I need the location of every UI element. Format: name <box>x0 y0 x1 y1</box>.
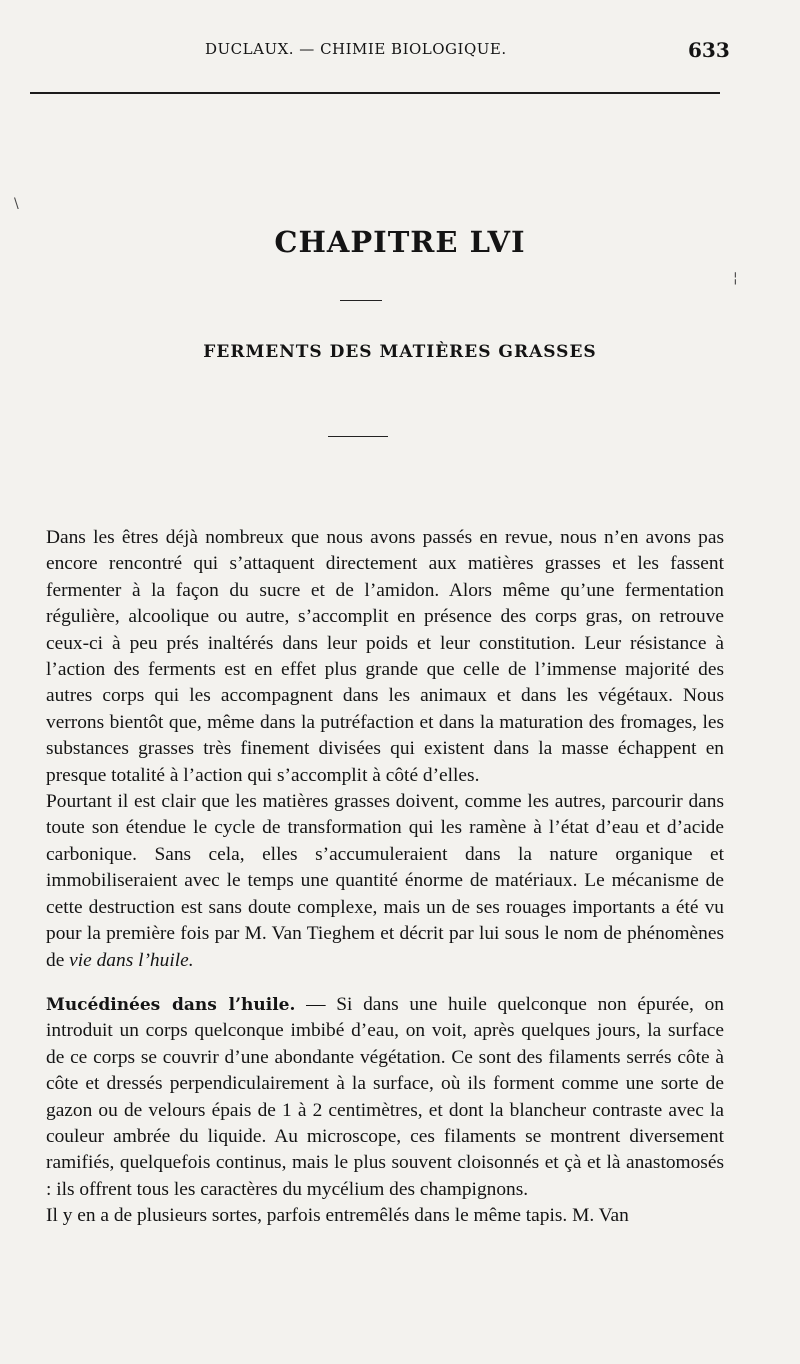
paragraph-3 <box>46 992 724 1203</box>
page-number: 633 <box>688 38 730 62</box>
chapter-divider <box>340 300 382 301</box>
paragraph-3-run-in-heading: Mucédinées dans l’huile. <box>46 994 296 1015</box>
paragraph-3-text: — Si dans une huile quelconque non épurée, on introduit un corps quelconque imbibé d’eau, on voit, après quelques jours, la surface de ce corps se couvrir d’une abondante végétation. Ce sont des filaments serrés côte à côte et dressés perpendiculairement à la surface, où ils forment comme une sorte de gazon ou de velours épais de 1 à 2 centimètres, et dont la blancheur contraste avec la couleur ambrée du liquide. Au microscope, ces filaments se montrent diversement ramifiés, quelquefois continus, mais le plus souvent cloisonnés et çà et là anastomosés : ils offrent tous les caractères du mycélium des champignons. <box>46 993 724 1200</box>
paragraph-2-italic-term: vie dans l’huile. <box>69 949 194 971</box>
paragraph-4: Il y en a de plusieurs sortes, parfois entremêlés dans le même tapis. M. Van <box>46 1205 629 1227</box>
body-text <box>46 525 724 1230</box>
paragraph-2 <box>46 789 724 974</box>
running-head: DUCLAUX. — CHIMIE BIOLOGIQUE. <box>205 40 507 58</box>
paragraph-1: Dans les êtres déjà nombreux que nous avons passés en revue, nous n’en avons pas encore rencontré qui s’attaquent directement aux matières grasses et les fassent fermenter à la façon du sucre et de l’amidon. Alors même qu’une fermentation régulière, alcoolique ou autre, s’accomplit en présence des corps gras, on retrouve ceux-ci à peu prés inaltérés dans leur poids et leur constitution. Leur résistance à l’action des ferments est en effet plus grande que celle de l’immense majorité des autres corps qui les accompagnent dans les animaux et dans les végétaux. Nous verrons bientôt que, même dans la putréfaction et dans la maturation des fromages, les substances grasses très finement divisées qui existent dans la masse échappent en presque totalité à l’action qui s’accomplit à côté d’elles. <box>46 527 724 786</box>
section-divider <box>328 436 388 437</box>
section-title: FERMENTS DES MATIÈRES GRASSES <box>203 342 597 362</box>
margin-mark-right: ¦ <box>733 270 738 286</box>
chapter-title: CHAPITRE LVI <box>274 225 526 259</box>
paragraph-2-text: Pourtant il est clair que les matières grasses doivent, comme les autres, parcourir dans toute son étendue le cycle de transformation qui les ramène à l’état d’eau et d’acide carbonique. Sans cela, elles s’accumuleraient dans la nature organique et immobiliseraient avec le temps une quantité énorme de matériaux. Le mécanisme de cette destruction est sans doute complexe, mais un de ses rouages importants a été vu pour la première fois par M. Van Tieghem et décrit par lui sous le nom de phénomènes de <box>46 791 724 971</box>
header-rule <box>30 92 720 94</box>
margin-mark-left: \ <box>14 196 19 212</box>
